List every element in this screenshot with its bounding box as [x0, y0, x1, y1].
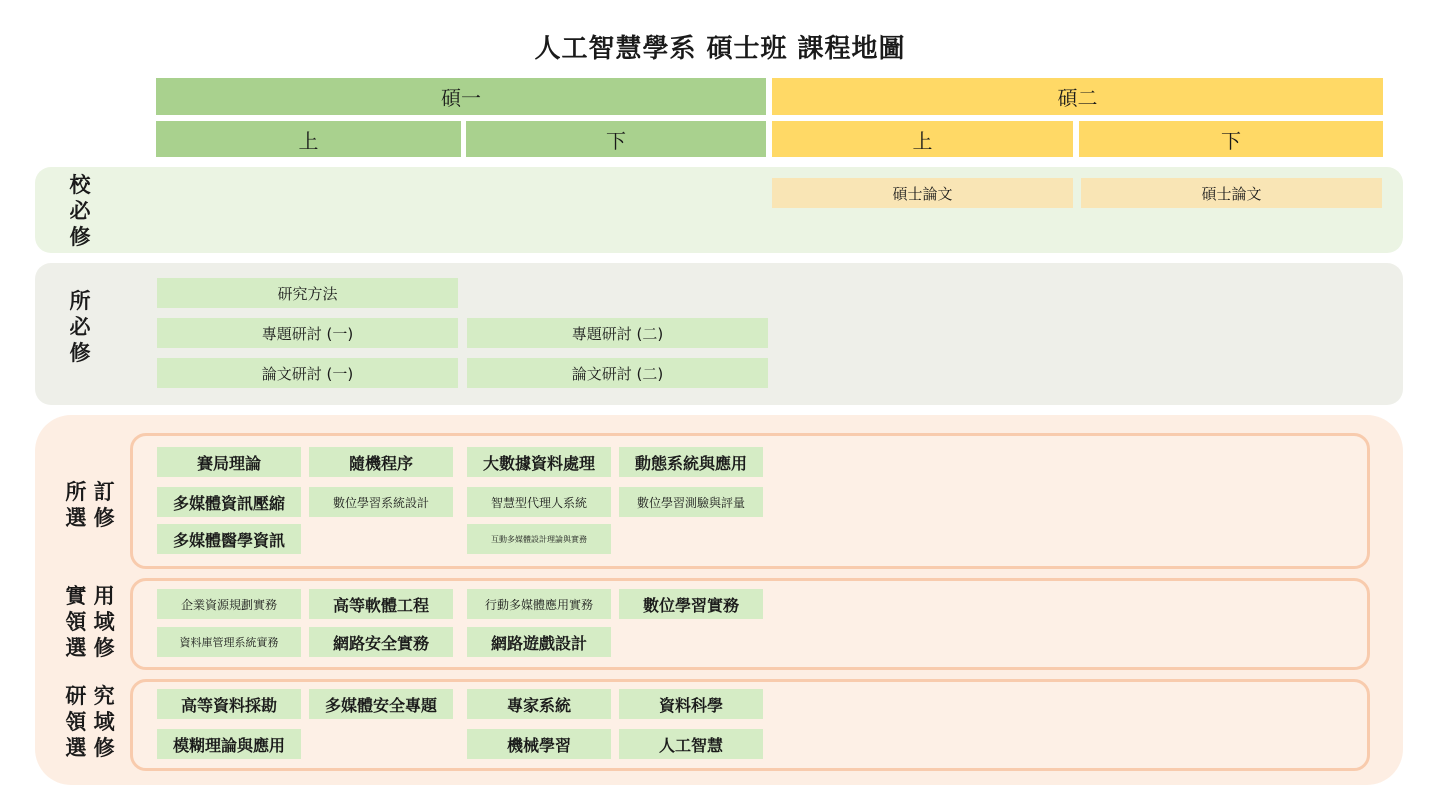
- course-medical-multimedia: 多媒體醫學資訊: [157, 524, 301, 554]
- research-elective-label: 研 究 領 域 選 修: [65, 684, 115, 760]
- course-erp: 企業資源規劃實務: [157, 589, 301, 619]
- year1-header: 碩一: [156, 78, 766, 115]
- course-thesis-y2-lower: 碩士論文: [1081, 178, 1382, 208]
- course-machine-learning: 機械學習: [467, 729, 611, 759]
- course-dynamic-systems: 動態系統與應用: [619, 447, 763, 477]
- course-learning-assessment: 數位學習測驗與評量: [619, 487, 763, 517]
- page-title: 人工智慧學系 碩士班 課程地圖: [534, 34, 906, 64]
- year2-header: 碩二: [772, 78, 1383, 115]
- course-random-process: 隨機程序: [309, 447, 453, 477]
- year1-upper-semester: 上: [156, 121, 461, 157]
- practical-elective-label: 實 用 領 域 選 修: [65, 584, 115, 660]
- course-thesis-y2-upper: 碩士論文: [772, 178, 1073, 208]
- course-multimedia-compression: 多媒體資訊壓縮: [157, 487, 301, 517]
- course-multimedia-security: 多媒體安全專題: [309, 689, 453, 719]
- year1-lower-semester: 下: [466, 121, 766, 157]
- course-expert-systems: 專家系統: [467, 689, 611, 719]
- course-data-mining: 高等資料採勘: [157, 689, 301, 719]
- course-mobile-multimedia: 行動多媒體應用實務: [467, 589, 611, 619]
- course-intelligent-agent: 智慧型代理人系統: [467, 487, 611, 517]
- course-network-security: 網路安全實務: [309, 627, 453, 657]
- course-game-theory: 賽局理論: [157, 447, 301, 477]
- course-thesis-seminar-1: 論文研討 (一): [157, 358, 458, 388]
- course-seminar-1: 專題研討 (一): [157, 318, 458, 348]
- course-interactive-multimedia: 互動多媒體設計理論與實務: [467, 524, 611, 554]
- year2-upper-semester: 上: [772, 121, 1073, 157]
- course-research-methods: 研究方法: [157, 278, 458, 308]
- course-big-data: 大數據資料處理: [467, 447, 611, 477]
- course-data-science: 資料科學: [619, 689, 763, 719]
- course-seminar-2: 專題研討 (二): [467, 318, 768, 348]
- course-fuzzy-theory: 模糊理論與應用: [157, 729, 301, 759]
- course-thesis-seminar-2: 論文研討 (二): [467, 358, 768, 388]
- course-database-management: 資料庫管理系統實務: [157, 627, 301, 657]
- school-required-label: 校 必 修: [69, 173, 91, 249]
- course-software-engineering: 高等軟體工程: [309, 589, 453, 619]
- course-artificial-intelligence: 人工智慧: [619, 729, 763, 759]
- course-digital-learning-practice: 數位學習實務: [619, 589, 763, 619]
- course-game-design: 網路遊戲設計: [467, 627, 611, 657]
- dept-elective-label: 所 訂 選 修: [65, 480, 115, 530]
- year2-lower-semester: 下: [1079, 121, 1383, 157]
- dept-required-label: 所 必 修: [69, 289, 91, 365]
- course-digital-learning-design: 數位學習系統設計: [309, 487, 453, 517]
